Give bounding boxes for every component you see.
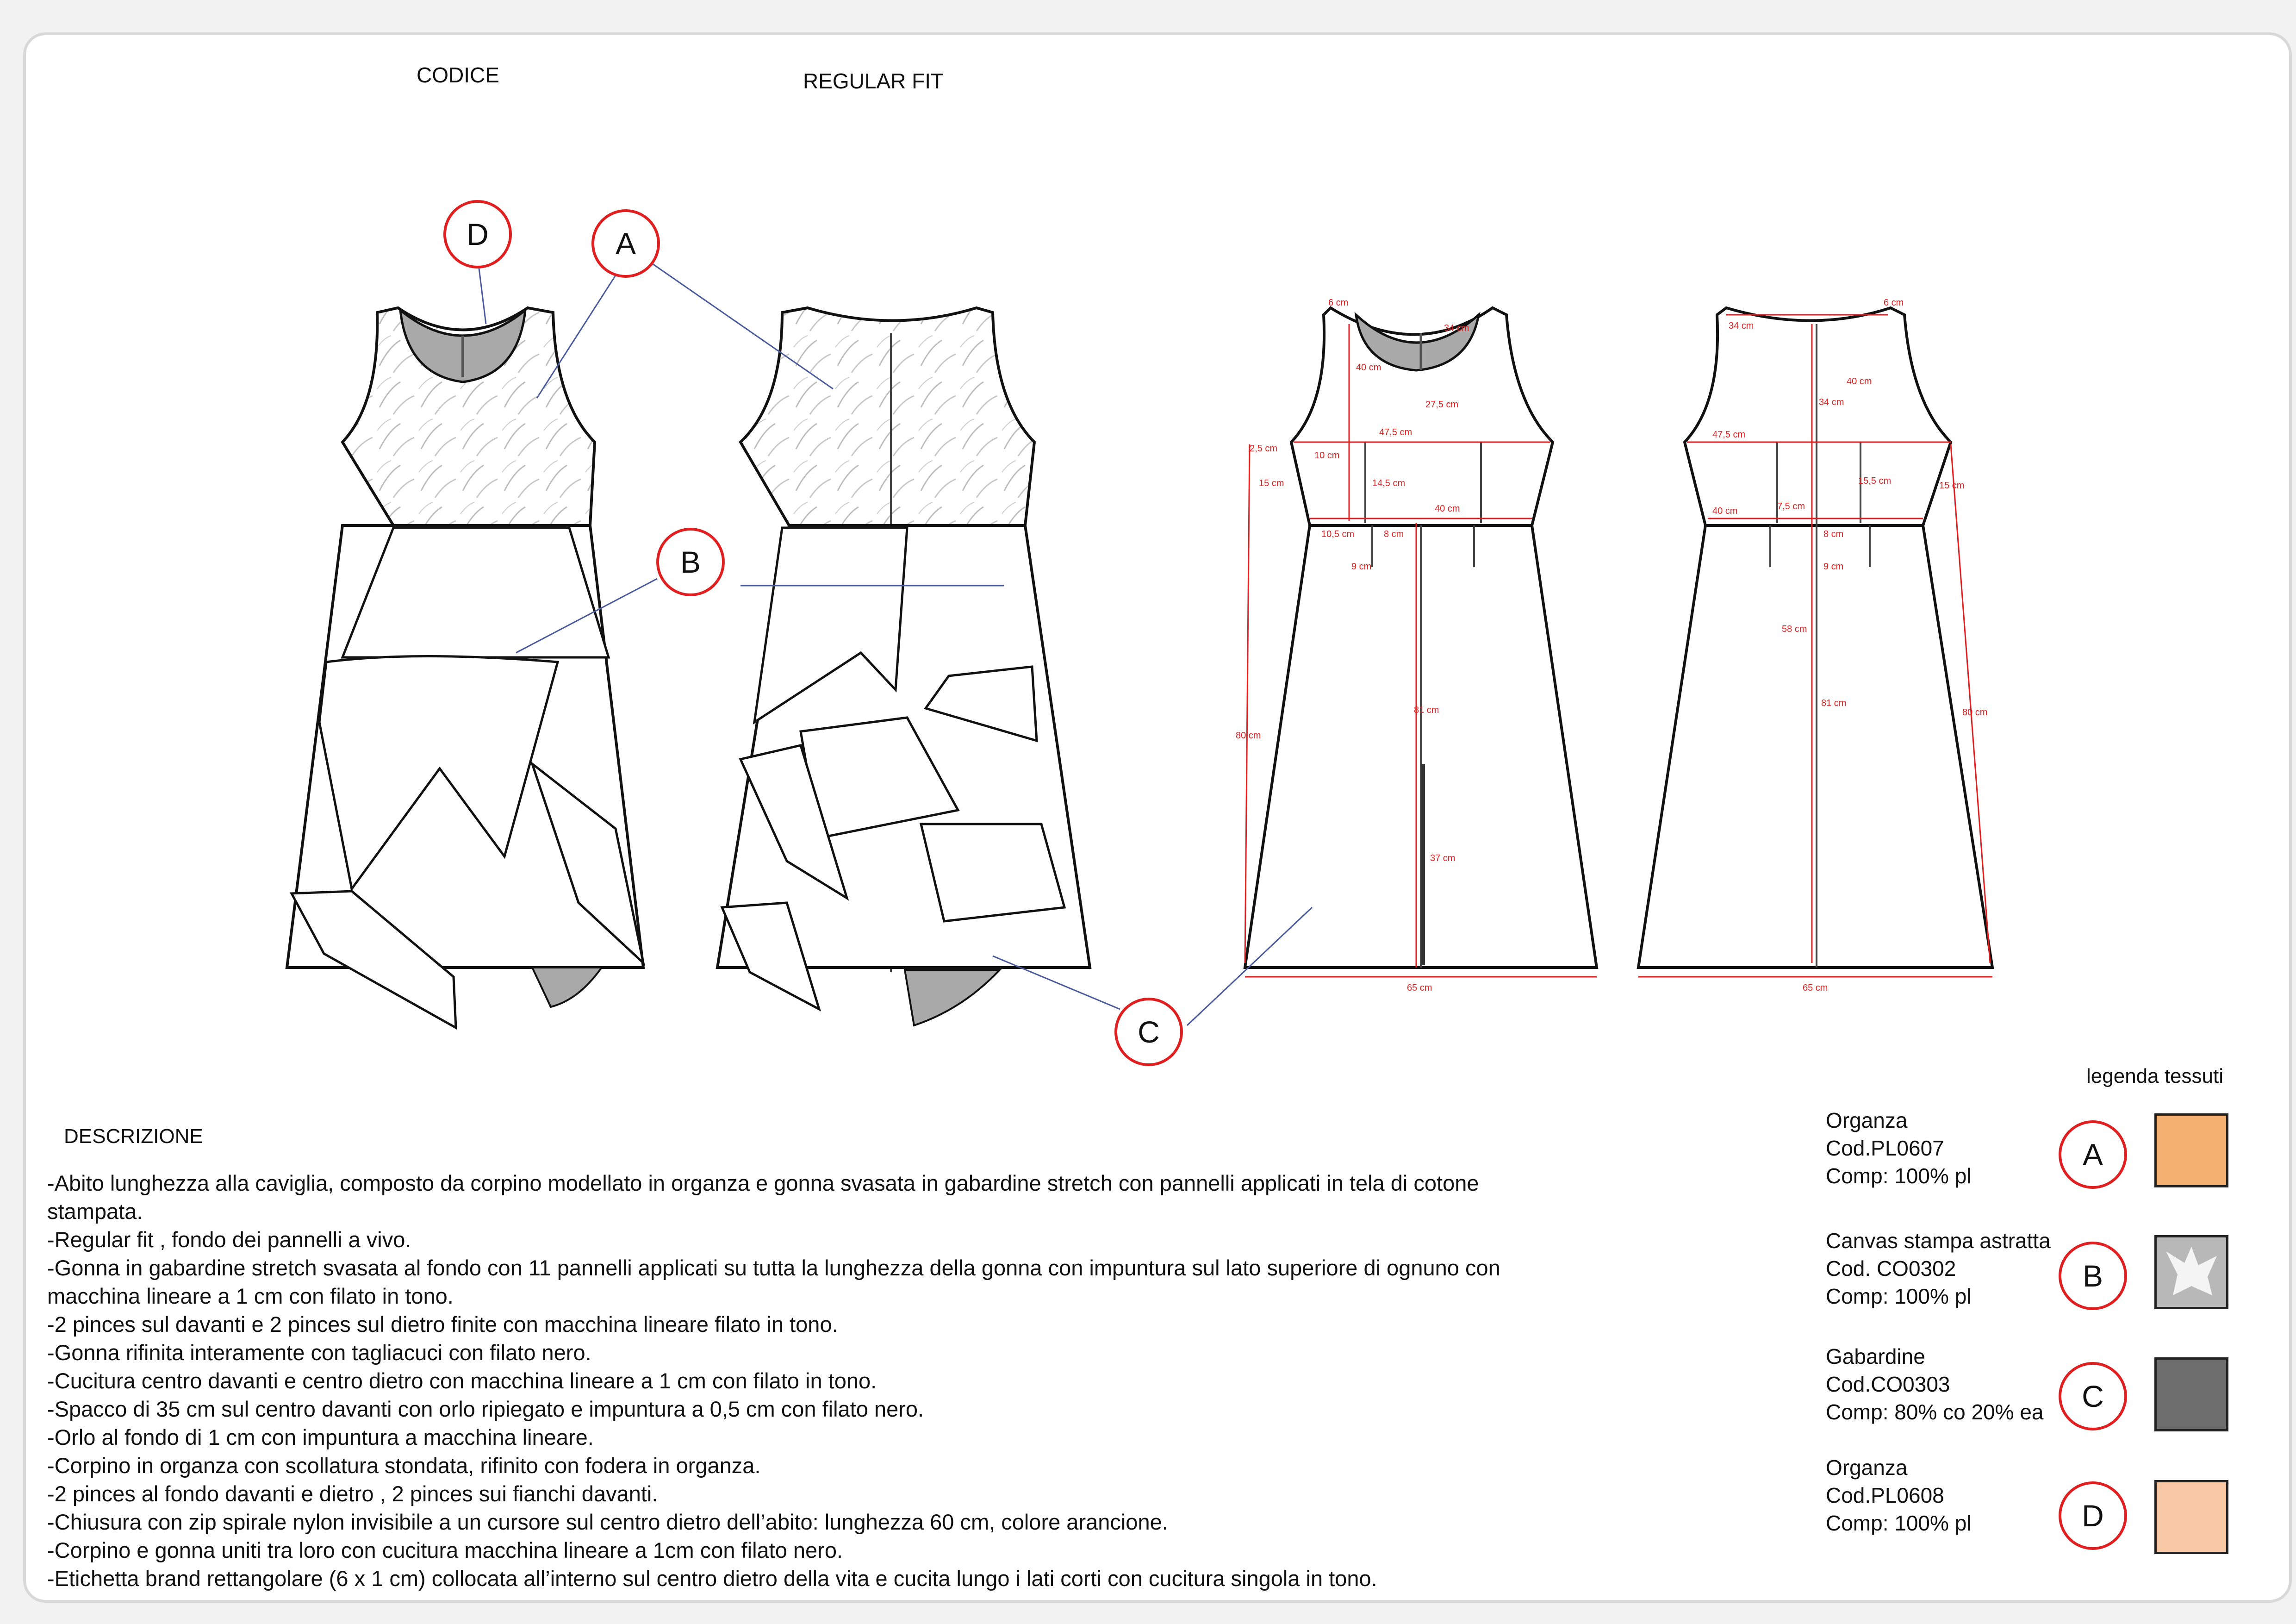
m-front-12: 8 cm: [1384, 529, 1404, 539]
codice-label: CODICE: [417, 63, 499, 87]
description-line: -Gonna rifinita interamente con tagliacuci con filato nero.: [47, 1340, 591, 1365]
legend-letter-b: B: [2059, 1242, 2127, 1310]
callout-b: B: [656, 528, 725, 596]
m-front-14: 80 cm: [1236, 731, 1261, 741]
description-line: -Corpino in organza con scollatura stondata, rifinito con fodera in organza.: [47, 1453, 761, 1478]
m-back-12: 58 cm: [1782, 624, 1807, 634]
m-front-17: 65 cm: [1407, 983, 1432, 993]
m-back-9: 7,5 cm: [1777, 501, 1805, 512]
fabric-name: Organza: [1826, 1455, 1908, 1480]
fabric-c-info: [1826, 1343, 2044, 1426]
legend-letter-c: C: [2059, 1362, 2127, 1430]
description-line: -Corpino e gonna uniti tra loro con cucitura macchina lineare a 1cm con filato nero.: [47, 1538, 843, 1562]
m-front-3: 40 cm: [1356, 362, 1381, 373]
m-front-5: 47,5 cm: [1379, 427, 1412, 437]
front-styled-dress: [287, 308, 643, 1028]
m-back-6: 15,5 cm: [1858, 476, 1892, 486]
back-panel-5: [921, 824, 1064, 921]
fabric-name: Organza: [1826, 1108, 1908, 1132]
fabric-code: Cod.CO0303: [1826, 1372, 1950, 1396]
m-front-4: 27,5 cm: [1425, 400, 1459, 410]
m-back-5: 47,5 cm: [1712, 430, 1746, 440]
m-front-15: 81 cm: [1414, 705, 1439, 715]
m-back-10: 8 cm: [1823, 529, 1844, 539]
description-line: -Gonna in gabardine stretch svasata al fondo con 11 pannelli applicati su tutta la lunghezza della gonna con impuntura sul lato superiore di ognuno con macchina lineare a 1 cm con filato in tono.: [47, 1255, 1500, 1308]
fabric-composition: Comp: 100% pl: [1826, 1284, 1972, 1308]
description-line: -Etichetta brand rettangolare (6 x 1 cm) collocata all’interno sul centro dietro della vita e cucita lungo i lati corti con cucitura singola in tono.: [47, 1566, 1377, 1591]
description-line: -Orlo al fondo di 1 cm con impuntura a macchina lineare.: [47, 1425, 594, 1449]
callout-c: C: [1114, 998, 1183, 1066]
m-back-2: 6 cm: [1884, 298, 1904, 308]
fabric-b-info: [1826, 1227, 2051, 1310]
m-back-1: 34 cm: [1729, 321, 1754, 331]
m-back-15: 65 cm: [1803, 983, 1828, 993]
fabric-composition: Comp: 100% pl: [1826, 1511, 1972, 1535]
m-front-7: 10 cm: [1314, 450, 1340, 461]
fabric-composition: Comp: 80% co 20% ea: [1826, 1400, 2044, 1424]
m-back-3: 40 cm: [1847, 376, 1872, 387]
back-flat-dress: [1638, 298, 1992, 993]
callout-a: A: [591, 209, 660, 278]
callout-d: D: [443, 200, 512, 269]
m-back-7: 15 cm: [1939, 481, 1965, 491]
front-lining-gray: [532, 968, 602, 1007]
fit-label: REGULAR FIT: [803, 69, 944, 93]
m-front-11: 10,5 cm: [1321, 529, 1355, 539]
description-line: -Spacco di 35 cm sul centro davanti con orlo ripiegato e impuntura a 0,5 cm con filato nero.: [47, 1397, 924, 1421]
fabric-code: Cod.PL0608: [1826, 1483, 1944, 1507]
fabric-c-swatch: [2154, 1357, 2228, 1431]
fabric-a-swatch: [2154, 1113, 2228, 1187]
back-lining-gray: [905, 970, 1000, 1025]
legend-letter-a: A: [2059, 1120, 2127, 1189]
m-front-16: 37 cm: [1430, 853, 1456, 863]
m-front-9: 14,5 cm: [1372, 478, 1406, 488]
m-back-14: 80 cm: [1962, 707, 1988, 718]
description-line: -Abito lunghezza alla caviglia, composto da corpino modellato in organza e gonna svasata in gabardine stretch con pannelli applicati in tela di cotone stampata.: [47, 1171, 1479, 1224]
description-text: [47, 1169, 1551, 1593]
legend-title: legenda tessuti: [2086, 1065, 2223, 1087]
back-styled-dress: [717, 308, 1090, 1025]
m-front-8: 15 cm: [1259, 478, 1284, 488]
description-line: -Cucitura centro davanti e centro dietro con macchina lineare a 1 cm con filato in tono.: [47, 1368, 877, 1393]
fabric-name: Canvas stampa astratta: [1826, 1229, 2051, 1253]
m-back-4: 34 cm: [1819, 397, 1844, 407]
fabric-d-info: [1826, 1454, 1972, 1537]
m-front-2: 34 cm: [1444, 323, 1469, 333]
m-back-8: 40 cm: [1712, 506, 1738, 516]
fabric-d-swatch: [2154, 1480, 2228, 1554]
description-line: -Regular fit , fondo dei pannelli a vivo.: [47, 1227, 411, 1252]
front-flat-dress: [1236, 298, 1597, 993]
back-bodice: [740, 308, 1034, 525]
fabric-b-swatch: [2154, 1235, 2228, 1309]
legend-letter-d: D: [2059, 1481, 2127, 1550]
fabric-code: Cod.PL0607: [1826, 1136, 1944, 1160]
description-line: -2 pinces sul davanti e 2 pinces sul dietro finite con macchina lineare filato in tono.: [47, 1312, 838, 1337]
m-front-6: 2,5 cm: [1250, 443, 1278, 454]
fabric-name: Gabardine: [1826, 1344, 1925, 1368]
fabric-a-info: [1826, 1106, 1972, 1190]
abstract-print-icon: [2157, 1237, 2226, 1307]
description-line: -2 pinces al fondo davanti e dietro , 2 pinces sui fianchi davanti.: [47, 1481, 658, 1506]
fabric-code: Cod. CO0302: [1826, 1256, 1956, 1280]
m-front-13: 9 cm: [1351, 562, 1372, 572]
m-front-10: 40 cm: [1435, 504, 1460, 514]
m-back-13: 81 cm: [1821, 698, 1847, 708]
description-title: DESCRIZIONE: [64, 1125, 203, 1148]
m-front-1: 6 cm: [1328, 298, 1349, 308]
m-back-11: 9 cm: [1823, 562, 1844, 572]
description-line: -Chiusura con zip spirale nylon invisibile a un cursore sul centro dietro dell’abito: lunghezza 60 cm, colore arancione.: [47, 1510, 1168, 1534]
fabric-composition: Comp: 100% pl: [1826, 1164, 1972, 1188]
